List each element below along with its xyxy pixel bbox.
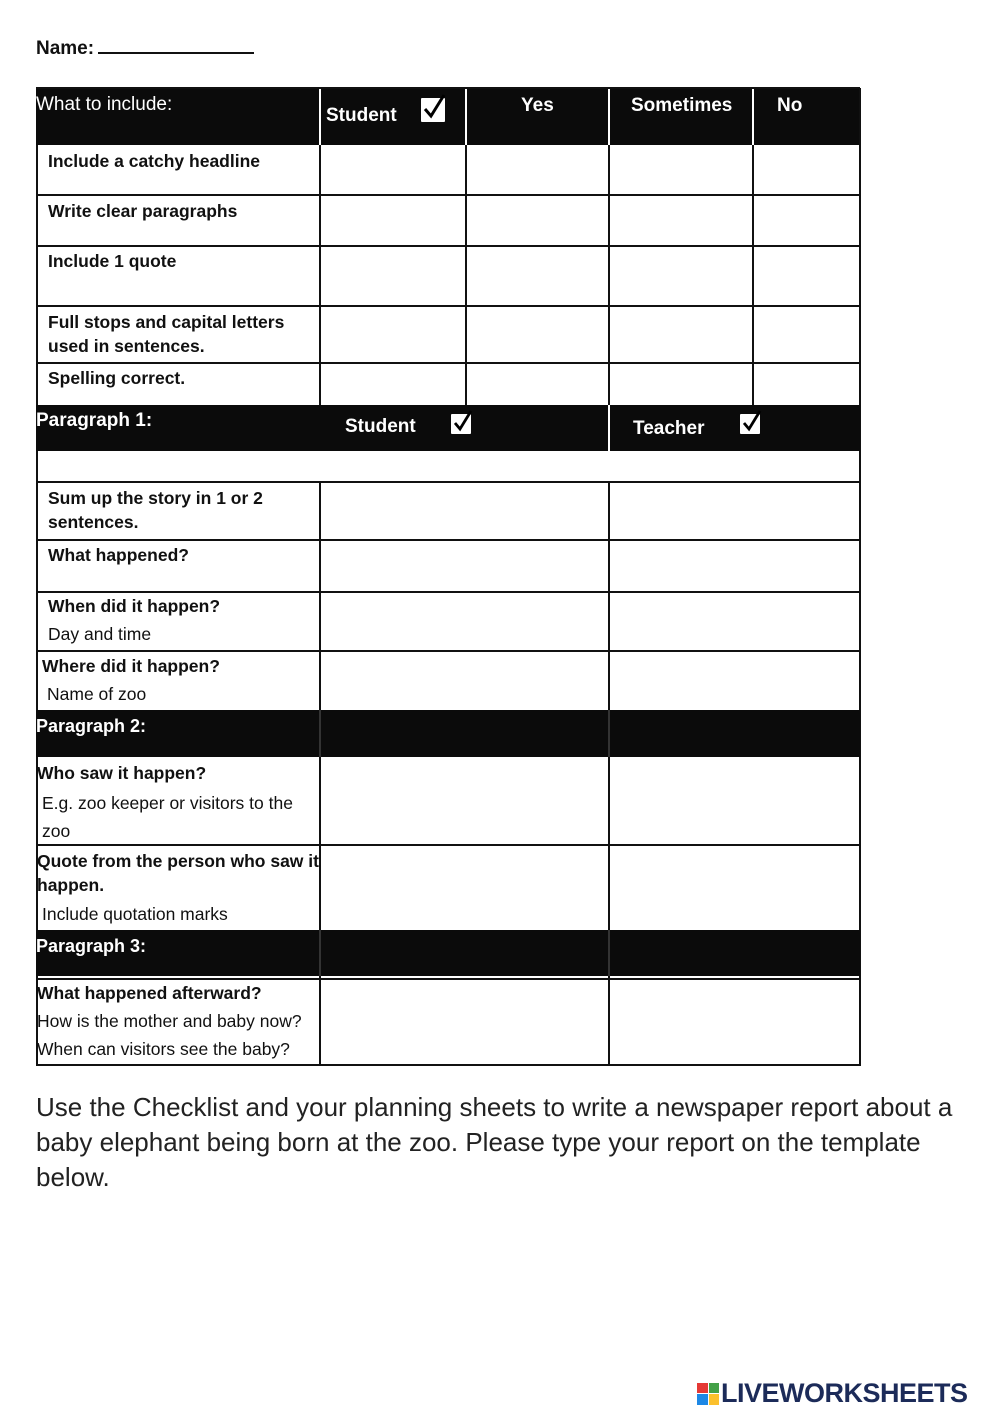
name-field	[36, 34, 254, 60]
instructions-text: Use the Checklist and your planning sheets to write a newspaper report about a baby elephant being born at the zoo. Please type your report on the template below.	[36, 1092, 953, 1192]
header-yes: Yes	[521, 95, 554, 116]
p3-afterward: What happened afterward?	[37, 983, 262, 1003]
liveworksheets-logo-icon	[697, 1383, 719, 1405]
logo-text: LIVEWORKSHEETS	[721, 1378, 968, 1408]
paragraph1-student: Student	[345, 416, 416, 437]
checked-box-icon	[451, 414, 471, 434]
item-one-quote: Include 1 quote	[48, 251, 177, 271]
item-catchy-headline: Include a catchy headline	[48, 151, 261, 171]
p3-hint-visitors: When can visitors see the baby?	[37, 1039, 290, 1059]
header-what-to-include: What to include:	[36, 94, 173, 115]
p1-when-hint: Day and time	[48, 624, 152, 644]
p1-where: Where did it happen?	[42, 656, 220, 676]
p1-what-happened: What happened?	[48, 545, 189, 565]
item-clear-paragraphs: Write clear paragraphs	[48, 201, 238, 221]
item-spelling: Spelling correct.	[48, 368, 186, 388]
header-no: No	[777, 95, 803, 116]
checked-box-icon	[421, 98, 445, 122]
paragraph1-title: Paragraph 1:	[36, 410, 153, 431]
p1-where-hint: Name of zoo	[47, 684, 147, 704]
header-student: Student	[326, 105, 397, 126]
p2-quote-hint: Include quotation marks	[42, 904, 228, 924]
paragraph2-header	[36, 710, 860, 757]
p2-who-saw: Who saw it happen?	[37, 763, 207, 783]
p1-sum-up: Sum up the story in 1 or 2 sentences.	[48, 488, 263, 532]
header-sometimes: Sometimes	[631, 95, 733, 116]
p2-who-saw-hint: E.g. zoo keeper or visitors to the zoo	[42, 793, 293, 841]
paragraph2-title: Paragraph 2:	[36, 716, 147, 736]
name-label: Name:	[36, 38, 95, 59]
name-blank[interactable]	[98, 34, 254, 54]
liveworksheets-logo	[697, 1378, 968, 1409]
paragraph1-header	[36, 405, 860, 451]
paragraph1-teacher: Teacher	[633, 418, 705, 439]
paragraph3-title: Paragraph 3:	[36, 936, 147, 956]
paragraph3-header	[36, 930, 860, 976]
p3-hint-mother-baby: How is the mother and baby now?	[37, 1011, 302, 1031]
p1-when: When did it happen?	[48, 596, 221, 616]
p2-quote: Quote from the person who saw it happen.	[37, 851, 319, 895]
item-full-stops: Full stops and capital letters used in sentences.	[48, 312, 285, 356]
checked-box-icon	[740, 414, 760, 434]
